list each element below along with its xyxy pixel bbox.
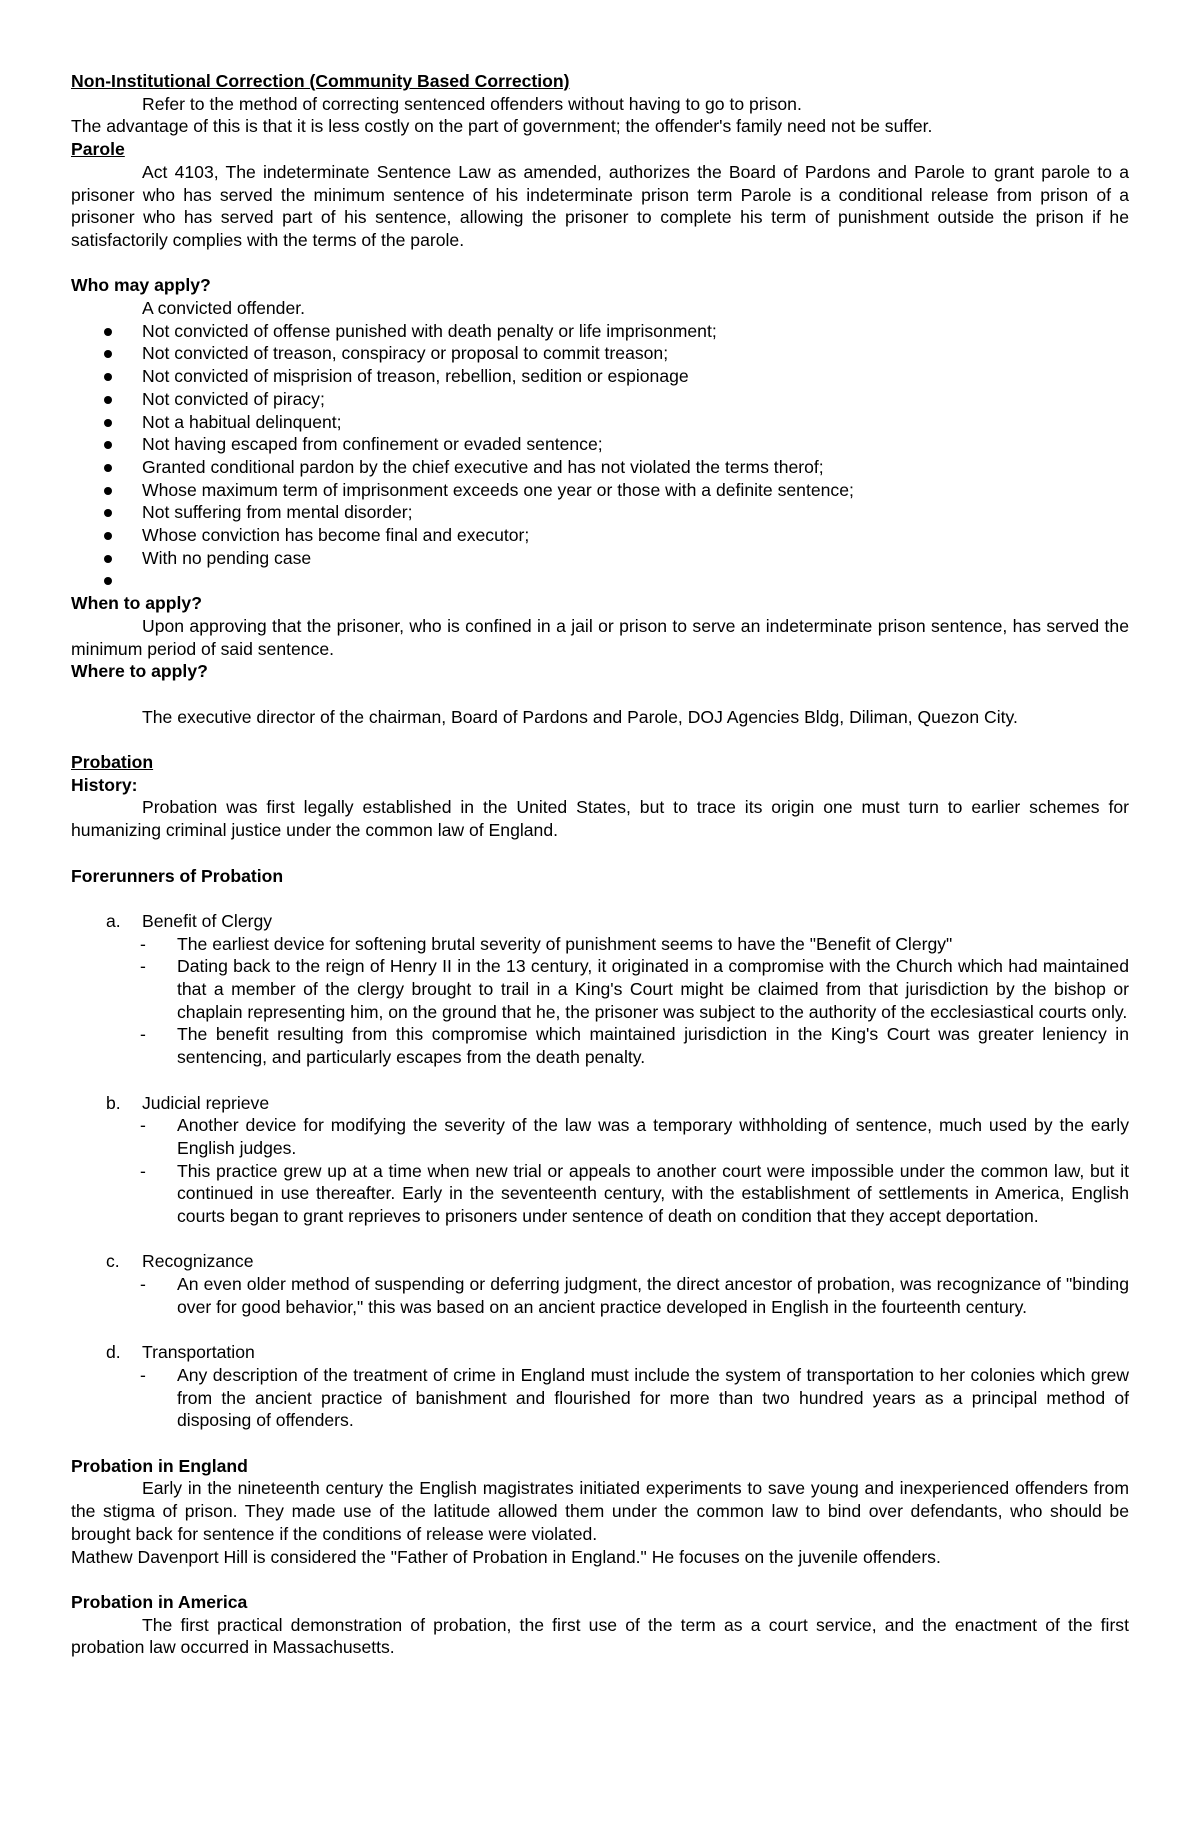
bullet-icon — [104, 328, 112, 336]
bullet-icon — [104, 441, 112, 449]
spacer — [71, 1069, 1129, 1092]
dash-point: - Another device for modifying the severity of the law was a temporary withholding of sentence, much used by the early English judges. — [140, 1115, 1129, 1158]
list-item: a. Benefit of Clergy — [106, 910, 273, 931]
paragraph: A convicted offender. — [142, 298, 306, 319]
bullet-icon — [104, 577, 112, 585]
bullet-icon — [104, 419, 112, 427]
list-item: Not convicted of treason, conspiracy or proposal to commit treason; — [71, 342, 1129, 365]
list-item: Not convicted of offense punished with death penalty or life imprisonment; — [71, 320, 1129, 343]
list-item: Not a habitual delinquent; — [71, 411, 1129, 434]
list-item: Not convicted of misprision of treason, rebellion, sedition or espionage — [71, 365, 1129, 388]
paragraph: The executive director of the chairman, Board of Pardons and Parole, DOJ Agencies Bldg, Diliman, Quezon City. — [142, 706, 1018, 727]
dash-point: - The benefit resulting from this compromise which maintained jurisdiction in the King's Court was greater leniency in sentencing, and particularly escapes from the death penalty. — [140, 1024, 1129, 1068]
paragraph: Refer to the method of correcting sentenced offenders without having to go to prison. — [142, 93, 802, 114]
list-item: With no pending case — [71, 547, 1129, 570]
list-item — [71, 569, 1129, 592]
bullet-icon — [104, 509, 112, 517]
list-item: c. Recognizance — [106, 1251, 254, 1272]
bullet-icon — [104, 555, 112, 563]
heading-when-to-apply: When to apply? — [71, 593, 202, 614]
heading-where-to-apply: Where to apply? — [71, 661, 208, 682]
section-title-non-institutional: Non-Institutional Correction (Community Based Correction) — [71, 71, 570, 91]
heading-who-may-apply: Who may apply? — [71, 275, 211, 296]
paragraph: The advantage of this is that it is less costly on the part of government; the offender's family need not be suffer. — [71, 116, 933, 137]
heading-probation-america: Probation in America — [71, 1591, 248, 1612]
spacer — [71, 683, 1129, 706]
list-item: d. Transportation — [106, 1342, 255, 1363]
document-page — [71, 70, 1129, 1659]
paragraph: Upon approving that the prisoner, who is confined in a jail or prison to serve an indeterminate prison sentence, has served the minimum period of said sentence. — [71, 615, 1129, 659]
spacer — [71, 728, 1129, 751]
section-title-parole: Parole — [71, 139, 125, 160]
paragraph: Early in the nineteenth century the English magistrates initiated experiments to save young and inexperienced offenders from the stigma of prison. They made use of the latitude allowed them under the common law to bind over defendants, who should be brought back for sentence if the conditions of release were violated. — [71, 1478, 1129, 1544]
bullet-icon — [104, 464, 112, 472]
dash-point: - This practice grew up at a time when new trial or appeals to another court were impossible under the common law, but it continued in use thereafter. Early in the seventeenth century, with the establishment of settlements in America, English courts began to grant reprieves to prisoners under sentence of death on condition that they accept deportation. — [140, 1160, 1129, 1227]
spacer — [71, 842, 1129, 865]
spacer — [71, 252, 1129, 275]
list-item: Not convicted of piracy; — [71, 388, 1129, 411]
heading-history: History: — [71, 774, 138, 795]
dash-point: - The earliest device for softening brutal severity of punishment seems to have the "Benefit of Clergy" — [140, 933, 953, 954]
bullet-icon — [104, 532, 112, 540]
spacer — [71, 887, 1129, 910]
bullet-icon — [104, 396, 112, 404]
paragraph: Mathew Davenport Hill is considered the "Father of Probation in England." He focuses on the juvenile offenders. — [71, 1546, 941, 1567]
dash-point: - An even older method of suspending or deferring judgment, the direct ancestor of probation, was recognizance of "binding over for good behavior," this was based on an ancient practice developed in English in the fourteenth century. — [140, 1274, 1129, 1317]
bullet-icon — [104, 487, 112, 495]
paragraph: Act 4103, The indeterminate Sentence Law as amended, authorizes the Board of Pardons and Parole to grant parole to a prisoner who has served the minimum sentence of his indeterminate prison term Parole is a conditional release from prison of a prisoner who has served part of his sentence, allowing the prisoner to complete his term of punishment outside the prison if he satisfactorily complies with the terms of the parole. — [71, 161, 1129, 250]
forerunners-list — [71, 910, 1129, 1432]
list-item: Whose conviction has become final and executor; — [71, 524, 1129, 547]
bullet-icon — [104, 373, 112, 381]
list-item: b. Judicial reprieve — [106, 1092, 270, 1113]
section-title-probation: Probation — [71, 752, 154, 773]
heading-probation-england: Probation in England — [71, 1455, 248, 1476]
spacer — [71, 1568, 1129, 1591]
list-item: Not suffering from mental disorder; — [71, 501, 1129, 524]
list-item: Granted conditional pardon by the chief executive and has not violated the terms therof; — [71, 456, 1129, 479]
spacer — [71, 1319, 1129, 1342]
paragraph: Probation was first legally established in the United States, but to trace its origin one must turn to earlier schemes for humanizing criminal justice under the common law of England. — [71, 797, 1129, 841]
list-item: Whose maximum term of imprisonment exceeds one year or those with a definite sentence; — [71, 479, 1129, 502]
spacer — [71, 1432, 1129, 1455]
eligibility-list — [71, 320, 1129, 592]
heading-forerunners: Forerunners of Probation — [71, 865, 284, 886]
bullet-icon — [104, 350, 112, 358]
paragraph: The first practical demonstration of probation, the first use of the term as a court service, and the enactment of the first probation law occurred in Massachusetts. — [71, 1614, 1129, 1658]
spacer — [71, 1228, 1129, 1251]
dash-point: - Dating back to the reign of Henry II in the 13 century, it originated in a compromise with the Church which had maintained that a member of the clergy brought to trail in a King's Court might be claimed from that jurisdiction by the bishop or chaplain representing him, on the ground that he, the prisoner was subject to the authority of the ecclesiastical courts only. — [140, 956, 1129, 1022]
list-item: Not having escaped from confinement or evaded sentence; — [71, 433, 1129, 456]
dash-point: - Any description of the treatment of crime in England must include the system of transportation to her colonies which grew from the ancient practice of banishment and flourished for more than two hundred years as a principal method of disposing of offenders. — [140, 1364, 1129, 1431]
